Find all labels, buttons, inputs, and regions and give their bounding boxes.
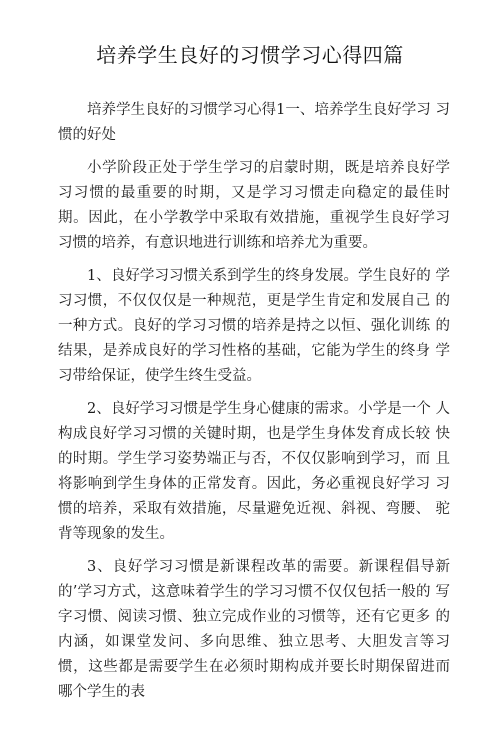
paragraph: 2、良好学习习惯是学生身心健康的需求。小学是一个 人构成良好学习习惯的关键时期，也是学生身体发育成长较 快的时期。学生学习姿势端正与否，不仅仅影响到学习，而 且将影响到学生身体的正常发育。因此，务必重视良好学习 习惯的培养，采取有效措施，尽量避免近视、斜视、弯腰、 驼背等现象的发生。 — [58, 401, 450, 542]
paragraph: 3、良好学习习惯是新课程改革的需要。新课程倡导新 的’学习方式，这意味着学生的学习习惯不仅仅包括一般的 写字习惯、阅读习惯、独立完成作业的习惯等，还有它更多 的内涵，如课堂发问、多向思维、独立思考、大胆发言等习 惯，这些都是需要学生在必须时期构成并要长时期保留进而 哪个学生的表 — [58, 559, 450, 700]
document-body — [58, 98, 450, 713]
document-title: 培养学生良好的习惯学习心得四篇 — [96, 43, 404, 67]
paragraph: 1、良好学习习惯关系到学生的终身发展。学生良好的 学习习惯，不仅仅仅是一种规范，更是学生肯定和发展自己 的一种方式。良好的学习习惯的培养是持之以恒、强化训练 的结果，是养成良好的学习性格的基础，它能为学生的终身 学习带给保证，使学生终生受益。 — [58, 268, 450, 384]
paragraph: 小学阶段正处于学生学习的启蒙时期，既是培养良好学 习习惯的最重要的时期，又是学习习惯走向稳定的最佳时 期。因此，在小学教学中采取有效措施，重视学生良好学习 习惯的培养，有意识地进行训练和培养尤为重要。 — [58, 160, 450, 251]
paragraph-heading: 培养学生良好的习惯学习心得1一、培养学生良好学习 习惯的好处 — [58, 102, 450, 143]
